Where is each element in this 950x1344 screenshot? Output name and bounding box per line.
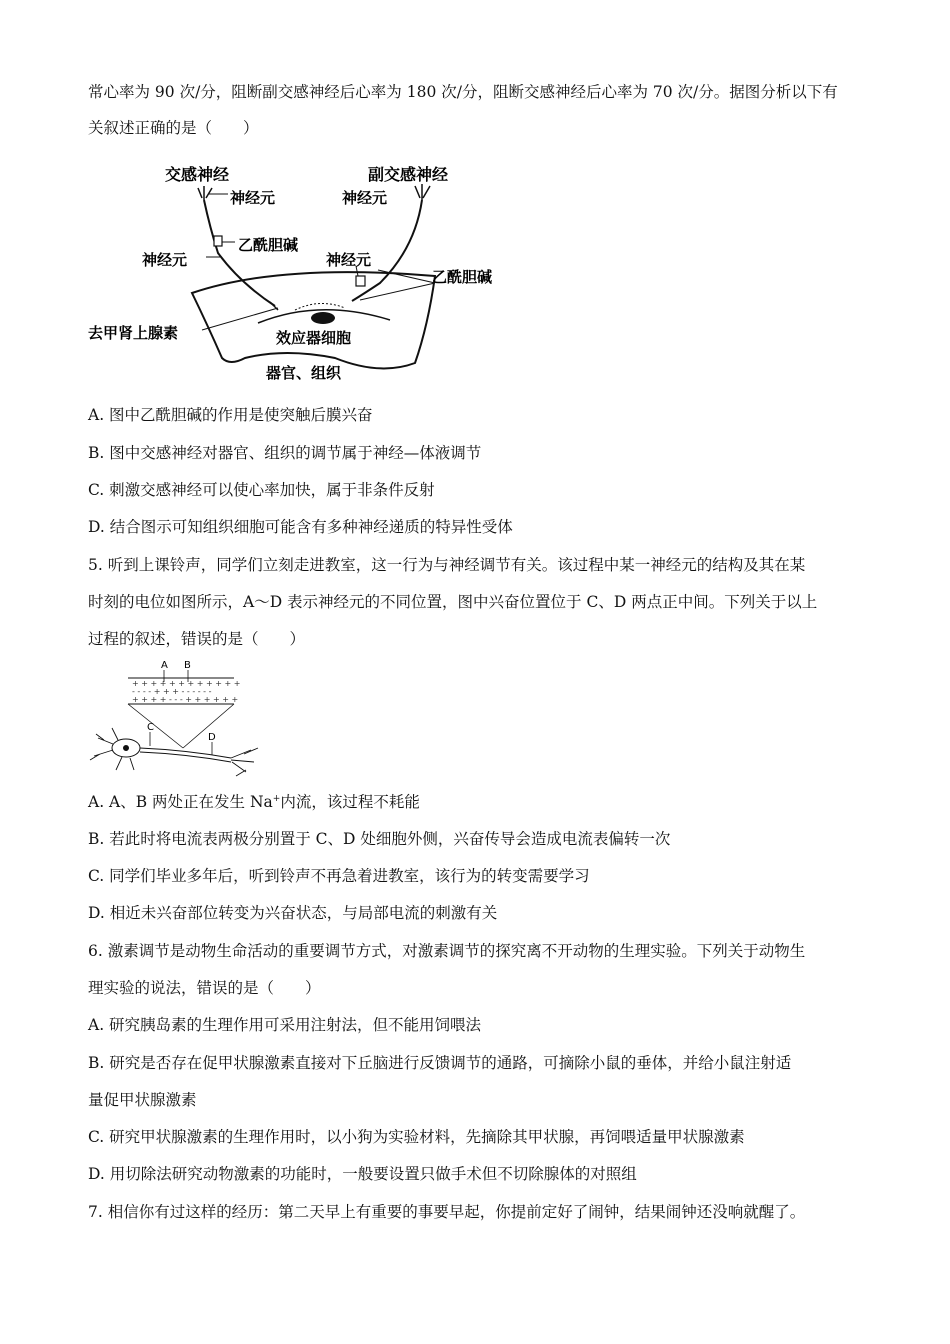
label-b: B bbox=[184, 660, 191, 671]
label-sympathetic: 交感神经 bbox=[165, 165, 230, 184]
svg-text:+ + + + - - - + + + + + +: + + + + - - - + + + + + + bbox=[132, 695, 239, 704]
label-parasympathetic: 副交感神经 bbox=[368, 165, 449, 184]
q5-neuron-figure bbox=[86, 658, 271, 783]
q6-option-b-line-1: B. 研究是否存在促甲状腺激素直接对下丘脑进行反馈调节的通路，可摘除小鼠的垂体，并给小鼠注射适 bbox=[88, 1054, 792, 1072]
q7-stem-line-1: 7. 相信你有过这样的经历：第二天早上有重要的事要早起，你提前定好了闹钟，结果闹钟还没响就醒了。 bbox=[88, 1203, 806, 1221]
label-ach-2: 乙酰胆碱 bbox=[432, 268, 493, 286]
label-neuron-2: 神经元 bbox=[342, 189, 388, 207]
svg-text:- - - - + + + - - - - - -: - - - - + + + - - - - - - bbox=[132, 687, 212, 696]
label-norepinephrine: 去甲肾上腺素 bbox=[88, 324, 179, 342]
q5-stem-line-3: 过程的叙述，错误的是（ ） bbox=[88, 630, 306, 648]
q4-option-a: A. 图中乙酰胆碱的作用是使突触后膜兴奋 bbox=[88, 406, 373, 424]
label-c: C bbox=[147, 722, 154, 733]
q5-option-d: D. 相近未兴奋部位转变为兴奋状态，与局部电流的刺激有关 bbox=[88, 904, 498, 922]
q4-nerve-figure bbox=[80, 158, 493, 388]
q6-option-d: D. 用切除法研究动物激素的功能时，一般要设置只做手术但不切除腺体的对照组 bbox=[88, 1165, 637, 1183]
label-a: A bbox=[161, 660, 168, 671]
q4-option-b: B. 图中交感神经对器官、组织的调节属于神经—体液调节 bbox=[88, 444, 482, 462]
q5-option-a-pre: A. A、B 两处正在发生 Na bbox=[88, 793, 273, 811]
q5-option-b: B. 若此时将电流表两极分别置于 C、D 处细胞外侧，兴奋传导会造成电流表偏转一次 bbox=[88, 830, 671, 848]
q6-option-c: C. 研究甲状腺激素的生理作用时，以小狗为实验材料，先摘除其甲状腺，再饲喂适量甲状腺激素 bbox=[88, 1128, 745, 1146]
label-ach-1: 乙酰胆碱 bbox=[238, 236, 299, 254]
q4-option-c: C. 刺激交感神经可以使心率加快，属于非条件反射 bbox=[88, 481, 435, 499]
label-organ-tissue: 器官、组织 bbox=[266, 364, 342, 382]
label-neuron-3: 神经元 bbox=[142, 251, 188, 269]
label-neuron-4: 神经元 bbox=[326, 251, 372, 269]
q6-stem-line-2: 理实验的说法，错误的是（ ） bbox=[88, 979, 321, 997]
q6-stem-line-1: 6. 激素调节是动物生命活动的重要调节方式，对激素调节的探究离不开动物的生理实验。下列关于动物生 bbox=[88, 942, 806, 960]
label-effector-cell: 效应器细胞 bbox=[276, 329, 352, 347]
q6-option-a: A. 研究胰岛素的生理作用可采用注射法，但不能用饲喂法 bbox=[88, 1016, 482, 1034]
svg-text:+ + + + + + + + + + + +: + + + + + + + + + + + + bbox=[132, 679, 241, 688]
q5-stem-line-2: 时刻的电位如图所示，A～D 表示神经元的不同位置，图中兴奋位置位于 C、D 两点正中间。下列关于以上 bbox=[88, 593, 818, 611]
q4-option-d: D. 结合图示可知组织细胞可能含有多种神经递质的特异性受体 bbox=[88, 518, 513, 536]
q4-stem-line-2: 关叙述正确的是（ ） bbox=[88, 119, 259, 137]
q5-option-a-post: 内流，该过程不耗能 bbox=[280, 793, 420, 811]
q5-option-c: C. 同学们毕业多年后，听到铃声不再急着进教室，该行为的转变需要学习 bbox=[88, 867, 590, 885]
q5-stem-line-1: 5. 听到上课铃声，同学们立刻走进教室，这一行为与神经调节有关。该过程中某一神经元的结构及其在某 bbox=[88, 556, 806, 574]
label-d: D bbox=[208, 732, 216, 743]
q4-stem-line-1: 常心率为 90 次/分，阻断副交感神经后心率为 180 次/分，阻断交感神经后心率为 70 次/分。据图分析以下有 bbox=[88, 83, 838, 101]
q5-option-a-sup: + bbox=[272, 794, 281, 804]
q5-option-a bbox=[88, 792, 420, 812]
q6-option-b-line-2: 量促甲状腺激素 bbox=[88, 1091, 197, 1109]
label-neuron-1: 神经元 bbox=[230, 189, 276, 207]
